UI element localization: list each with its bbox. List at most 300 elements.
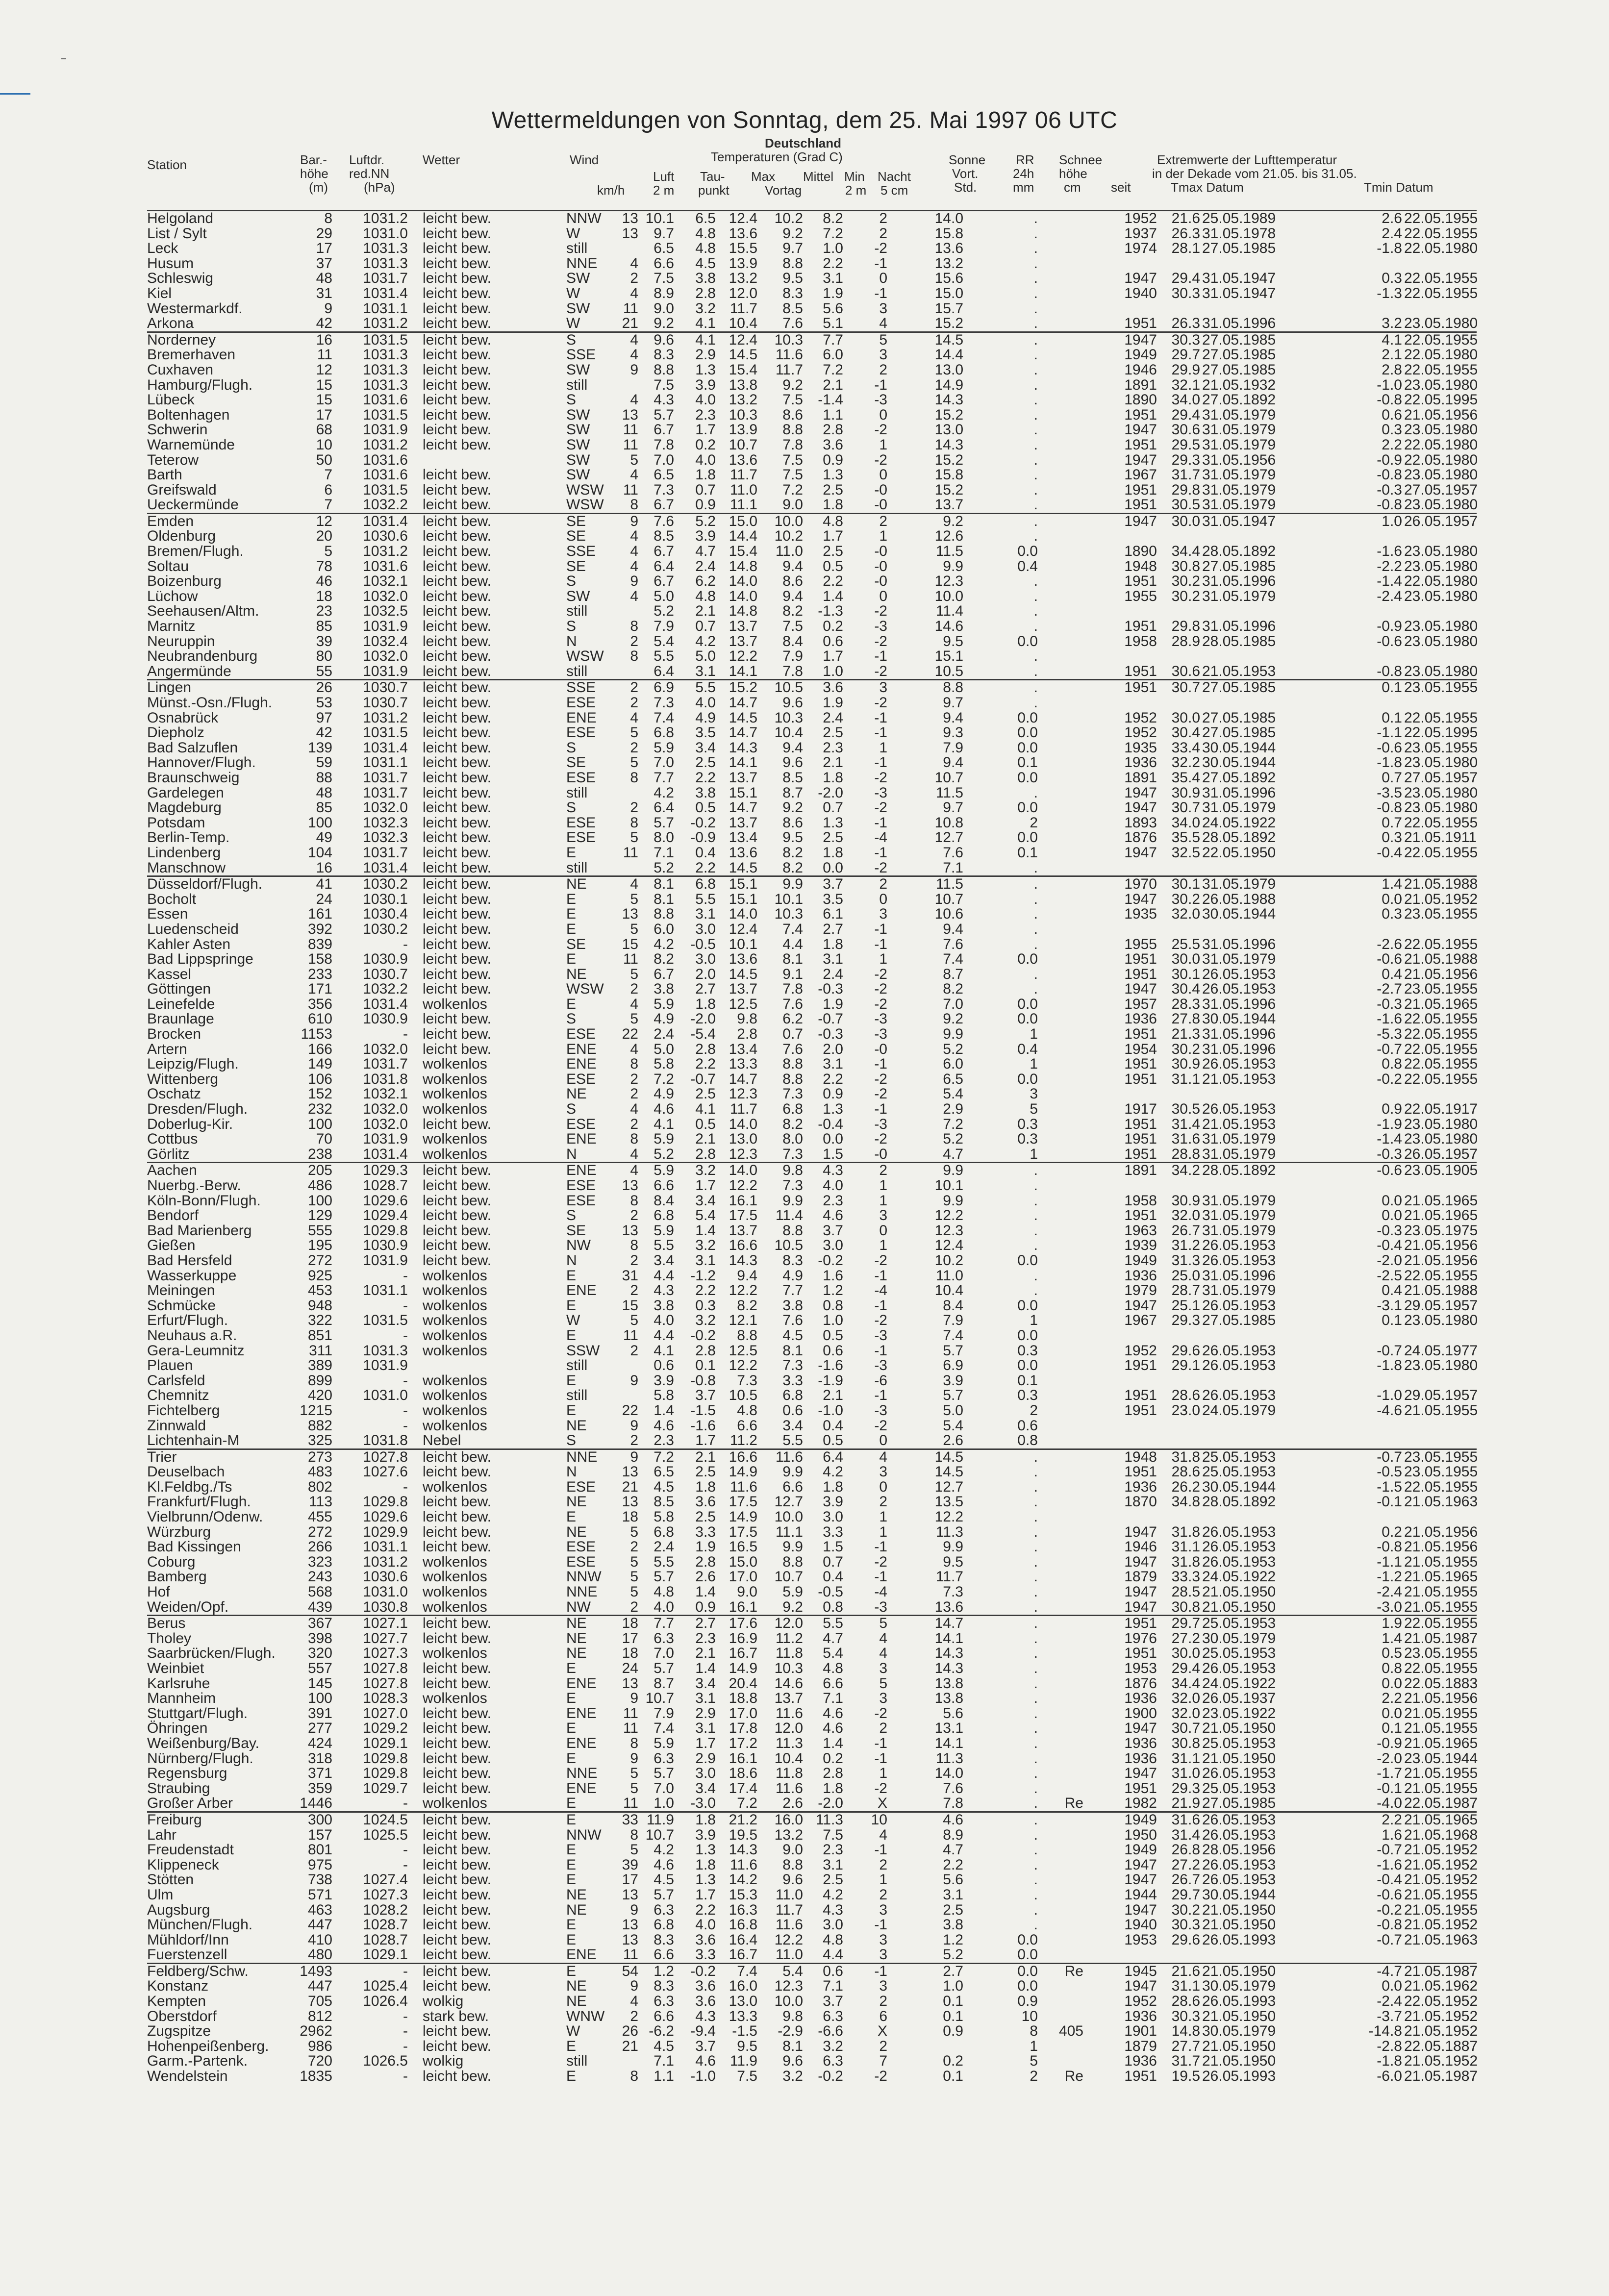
cell-tmin: -0.8 (1377, 467, 1402, 483)
cell-since-year: 1947 (1124, 451, 1157, 468)
cell-tmin: 0.4 (1382, 966, 1402, 982)
cell-weather: wolkenlos (423, 1387, 487, 1404)
cell-wind-direction: SE (566, 754, 586, 771)
cell-pressure: 1027.3 (363, 1645, 408, 1662)
cell-precipitation: . (1033, 1917, 1038, 1933)
cell-air-temp: 9.2 (654, 315, 674, 332)
cell-air-temp: 6.4 (654, 799, 674, 816)
cell-pressure: 1031.7 (363, 844, 408, 861)
cell-air-temp: 7.2 (654, 1071, 674, 1087)
cell-night-temp: -1 (874, 1735, 887, 1751)
cell-mean-temp: 7.2 (782, 481, 803, 498)
table-row (147, 755, 1477, 771)
cell-night-temp: 4 (879, 1630, 887, 1647)
cell-max-temp: 12.3 (729, 1146, 757, 1162)
cell-sunshine: 9.7 (943, 799, 963, 816)
cell-air-temp: 4.3 (654, 392, 674, 408)
cell-station: Cottbus (147, 1131, 198, 1148)
cell-weather: leicht bew. (423, 1192, 492, 1209)
cell-wind-direction: W (566, 2023, 580, 2040)
cell-wind-speed: 26 (622, 2023, 638, 2040)
cell-wind-speed: 2 (630, 679, 638, 696)
cell-station: Stötten (147, 1872, 194, 1888)
cell-barometer-height: 1215 (300, 1402, 332, 1419)
cell-tmin-date: 22.05.1980 (1404, 347, 1478, 363)
cell-precipitation: 0.0 (1017, 1978, 1038, 1995)
cell-max-temp: 9.5 (737, 2038, 757, 2054)
cell-wind-direction: NE (566, 1615, 587, 1632)
cell-tmin-date: 23.05.1905 (1404, 1162, 1478, 1179)
cell-since-year: 1951 (1124, 1146, 1157, 1162)
cell-tmax-date: 26.05.1953 (1202, 1342, 1276, 1359)
cell-max-temp: 14.1 (729, 663, 757, 679)
cell-max-temp: 14.1 (729, 754, 757, 771)
cell-night-temp: -2 (874, 633, 887, 649)
cell-weather: leicht bew. (423, 2068, 492, 2085)
cell-sunshine: 5.7 (943, 1387, 963, 1404)
cell-mean-temp: 9.4 (782, 739, 803, 756)
cell-tmax-date: 27.05.1985 (1202, 558, 1276, 574)
cell-wind-direction: E (566, 2068, 577, 2085)
cell-weather: leicht bew. (423, 1811, 492, 1828)
cell-tmin: 0.0 (1382, 1207, 1402, 1224)
cell-barometer-height: 483 (307, 1464, 332, 1480)
cell-night-temp: -3 (874, 1327, 887, 1344)
cell-min-temp: 2.5 (823, 481, 843, 498)
cell-since-year: 1951 (1124, 1071, 1157, 1087)
cell-max-temp: 12.5 (729, 1342, 757, 1359)
cell-barometer-height: 16 (316, 859, 332, 876)
cell-tmax-date: 31.05.1979 (1202, 1192, 1276, 1209)
cell-air-temp: 5.9 (654, 1222, 674, 1239)
cell-tmin-date: 22.05.1980 (1404, 451, 1478, 468)
cell-since-year: 1951 (1124, 406, 1157, 423)
cell-wind-direction: S (566, 573, 577, 590)
cell-dew-point: 3.0 (695, 921, 716, 937)
cell-tmin-date: 21.05.1952 (1404, 2008, 1478, 2024)
cell-weather: wolkenlos (423, 1282, 487, 1299)
cell-night-temp: 1 (879, 1872, 887, 1888)
cell-tmax-date: 30.05.1944 (1202, 754, 1276, 771)
cell-mean-temp: 11.0 (775, 1886, 803, 1903)
cell-weather: wolkenlos (423, 1690, 487, 1707)
cell-precipitation: . (1033, 1237, 1038, 1254)
cell-wind-speed: 22 (622, 1402, 638, 1419)
cell-pressure: 1029.8 (363, 1222, 408, 1239)
cell-pressure: 1027.8 (363, 1660, 408, 1676)
cell-tmax: 30.8 (1171, 1598, 1200, 1615)
cell-since-year: 1936 (1124, 1690, 1157, 1707)
station-group (147, 1162, 1477, 1448)
cell-dew-point: 4.0 (695, 392, 716, 408)
cell-wind-speed: 2 (630, 1432, 638, 1449)
cell-max-temp: 13.2 (729, 270, 757, 287)
cell-night-temp: -3 (874, 618, 887, 635)
cell-station: Lichtenhain-M (147, 1432, 240, 1449)
cell-air-temp: 6.7 (654, 966, 674, 982)
cell-min-temp: 2.2 (823, 255, 843, 272)
cell-max-temp: 14.2 (729, 1872, 757, 1888)
cell-min-temp: 4.8 (823, 513, 843, 529)
cell-tmin-date: 23.05.1944 (1404, 1750, 1478, 1767)
cell-mean-temp: 11.3 (775, 1735, 803, 1751)
cell-precipitation: 0.0 (1017, 996, 1038, 1012)
cell-tmin: -1.8 (1377, 2053, 1402, 2070)
cell-min-temp: 0.6 (823, 633, 843, 649)
cell-tmax: 30.3 (1171, 2008, 1200, 2024)
cell-mean-temp: 9.1 (782, 966, 803, 982)
cell-wind-speed: 5 (630, 1842, 638, 1858)
cell-tmax-date: 26.05.1953 (1202, 1856, 1276, 1873)
cell-tmax-date: 31.05.1979 (1202, 799, 1276, 816)
cell-barometer-height: 273 (307, 1448, 332, 1465)
cell-min-temp: 5.1 (823, 315, 843, 332)
cell-wind-speed: 33 (622, 1811, 638, 1828)
cell-wind-speed: 18 (622, 1645, 638, 1662)
cell-max-temp: 13.4 (729, 1041, 757, 1057)
cell-wind-speed: 4 (630, 528, 638, 545)
cell-tmax-date: 26.05.1953 (1202, 1765, 1276, 1782)
cell-snow: 405 (1058, 2023, 1083, 2040)
cell-wind-direction: E (566, 1690, 577, 1707)
cell-wind-speed: 2 (630, 739, 638, 756)
cell-dew-point: 1.8 (695, 1856, 716, 1873)
table-row (147, 2054, 1477, 2069)
cell-wind-direction: ESE (566, 1553, 596, 1570)
cell-tmin: -2.7 (1377, 981, 1402, 998)
cell-tmax-date: 31.05.1978 (1202, 225, 1276, 242)
cell-tmin: 0.1 (1382, 1312, 1402, 1329)
cell-night-temp: 2 (879, 1993, 887, 2010)
cell-dew-point: 2.2 (695, 1901, 716, 1918)
cell-night-temp: 3 (879, 1947, 887, 1963)
cell-min-temp: 1.5 (823, 1146, 843, 1162)
cell-precipitation: . (1033, 1162, 1038, 1179)
cell-max-temp: 13.4 (729, 829, 757, 846)
table-row (147, 393, 1477, 408)
cell-wind-direction: still (566, 784, 588, 801)
table-row (147, 301, 1477, 317)
cell-wind-direction: ESE (566, 695, 596, 711)
cell-sunshine: 10.0 (934, 588, 963, 604)
cell-tmax-date: 21.05.1950 (1202, 2008, 1276, 2024)
cell-sunshine: 9.4 (943, 709, 963, 726)
cell-dew-point: 2.1 (695, 603, 716, 620)
cell-pressure: 1029.2 (363, 1720, 408, 1737)
cell-wind-speed: 13 (622, 1222, 638, 1239)
cell-pressure: 1030.7 (363, 679, 408, 696)
cell-precipitation: 1 (1030, 1312, 1038, 1329)
cell-tmax: 34.0 (1171, 814, 1200, 831)
cell-pressure: 1029.8 (363, 1750, 408, 1767)
cell-air-temp: 5.7 (654, 406, 674, 423)
cell-precipitation: . (1033, 784, 1038, 801)
cell-tmin-date: 23.05.1980 (1404, 1116, 1478, 1132)
cell-dew-point: -2.0 (690, 1011, 716, 1027)
cell-wind-direction: NW (566, 1237, 591, 1254)
table-row (147, 241, 1477, 256)
cell-sunshine: 10.8 (934, 814, 963, 831)
cell-dew-point: 1.4 (695, 1222, 716, 1239)
cell-min-temp: 1.0 (823, 240, 843, 257)
cell-sunshine: 9.4 (943, 921, 963, 937)
cell-max-temp: 12.3 (729, 1086, 757, 1102)
cell-precipitation: 2 (1030, 814, 1038, 831)
cell-tmin: 0.9 (1382, 1101, 1402, 1118)
cell-barometer-height: 46 (316, 573, 332, 590)
cell-precipitation: . (1033, 1690, 1038, 1707)
cell-wind-speed: 5 (630, 754, 638, 771)
cell-sunshine: 5.4 (943, 1086, 963, 1102)
table-row (147, 1781, 1477, 1797)
cell-max-temp: 13.3 (729, 2008, 757, 2024)
cell-pressure: 1027.8 (363, 1675, 408, 1692)
cell-barometer-height: 318 (307, 1750, 332, 1767)
cell-precipitation: . (1033, 876, 1038, 893)
cell-air-temp: 9.6 (654, 331, 674, 348)
cell-air-temp: 4.9 (654, 1086, 674, 1102)
cell-mean-temp: 11.4 (775, 1207, 803, 1224)
hdr-rr-2: 24h (1013, 166, 1034, 181)
cell-sunshine: 6.9 (943, 1357, 963, 1374)
cell-min-temp: -0.3 (818, 981, 843, 998)
cell-mean-temp: 7.3 (782, 1146, 803, 1162)
cell-tmin-date: 23.05.1980 (1404, 1131, 1478, 1148)
cell-weather: wolkenlos (423, 996, 487, 1012)
cell-max-temp: 10.5 (729, 1387, 757, 1404)
cell-dew-point: 2.4 (695, 558, 716, 574)
cell-barometer-height: 356 (307, 996, 332, 1012)
cell-night-temp: -0 (874, 497, 887, 513)
cell-dew-point: 2.5 (695, 1086, 716, 1102)
cell-barometer-height: 8 (324, 210, 332, 226)
cell-sunshine: 9.9 (943, 1162, 963, 1179)
cell-station: Weiden/Opf. (147, 1598, 229, 1615)
cell-wind-speed: 4 (630, 1162, 638, 1179)
cell-weather: leicht bew. (423, 270, 492, 287)
cell-pressure: 1031.1 (363, 1282, 408, 1299)
cell-wind-direction: SE (566, 528, 586, 545)
cell-tmax-date: 26.05.1953 (1202, 1553, 1276, 1570)
cell-tmin: -0.6 (1377, 739, 1402, 756)
cell-tmax: 30.2 (1171, 1901, 1200, 1918)
cell-sunshine: 7.4 (943, 951, 963, 968)
cell-dew-point: 5.4 (695, 1207, 716, 1224)
cell-wind-direction: SSW (566, 1342, 600, 1359)
cell-dew-point: 1.7 (695, 1432, 716, 1449)
cell-weather: leicht bew. (423, 859, 492, 876)
cell-precipitation: . (1033, 1735, 1038, 1751)
cell-max-temp: 14.5 (729, 859, 757, 876)
cell-night-temp: 5 (879, 1675, 887, 1692)
cell-barometer-height: 24 (316, 891, 332, 907)
cell-weather: leicht bew. (423, 1222, 492, 1239)
cell-sunshine: 13.8 (934, 1690, 963, 1707)
cell-since-year: 1950 (1124, 1826, 1157, 1843)
cell-pressure: 1029.3 (363, 1162, 408, 1179)
cell-air-temp: 6.5 (654, 467, 674, 483)
cell-mean-temp: 10.1 (774, 891, 803, 907)
cell-pressure: 1030.2 (363, 876, 408, 893)
cell-max-temp: 16.7 (729, 1645, 757, 1662)
cell-pressure: 1031.8 (363, 1432, 408, 1449)
cell-min-temp: 1.8 (823, 844, 843, 861)
cell-max-temp: 16.3 (729, 1901, 757, 1918)
cell-tmax-date: 31.05.1979 (1202, 1282, 1276, 1299)
cell-tmin-date: 21.05.1955 (1404, 1598, 1478, 1615)
cell-sunshine: 0.2 (943, 2053, 963, 2070)
cell-wind-speed: 11 (623, 1720, 638, 1737)
cell-min-temp: 1.8 (823, 1478, 843, 1495)
cell-precipitation: . (1033, 603, 1038, 620)
cell-precipitation: 0.0 (1017, 1297, 1038, 1314)
cell-tmin-date: 21.05.1952 (1404, 1917, 1478, 1933)
hdr-temperaturen: Temperaturen (Grad C) (711, 150, 843, 164)
cell-air-temp: 5.7 (654, 1660, 674, 1676)
cell-wind-speed: 13 (622, 1931, 638, 1948)
cell-barometer-height: 812 (307, 2008, 332, 2024)
cell-dew-point: 1.4 (695, 1584, 716, 1600)
cell-pressure: - (403, 1478, 408, 1495)
cell-dew-point: 0.4 (695, 844, 716, 861)
cell-wind-direction: ESE (566, 1071, 596, 1087)
cell-min-temp: 3.3 (823, 1523, 843, 1540)
cell-weather: leicht bew. (423, 1901, 492, 1918)
cell-sunshine: 13.6 (934, 240, 963, 257)
cell-barometer-height: 5 (324, 543, 332, 560)
cell-tmax-date: 27.05.1985 (1202, 240, 1276, 257)
cell-tmax-date: 26.05.1953 (1202, 1297, 1276, 1314)
cell-station: München/Flugh. (147, 1917, 253, 1933)
cell-tmax-date: 24.05.1922 (1202, 814, 1276, 831)
cell-dew-point: 0.2 (695, 436, 716, 453)
cell-tmin-date: 21.05.1962 (1404, 1978, 1478, 1995)
cell-dew-point: 2.8 (695, 1041, 716, 1057)
cell-tmax-date: 28.05.1985 (1202, 633, 1276, 649)
cell-station: Schleswig (147, 270, 214, 287)
cell-tmax: 29.3 (1171, 1312, 1200, 1329)
cell-max-temp: 13.7 (729, 618, 757, 635)
cell-night-temp: -2 (874, 1131, 887, 1148)
table-row (147, 771, 1477, 786)
cell-barometer-height: 20 (316, 528, 332, 545)
cell-wind-direction: SW (566, 406, 590, 423)
cell-tmax: 32.5 (1171, 844, 1200, 861)
cell-since-year: 1891 (1124, 376, 1157, 393)
cell-max-temp: 10.3 (729, 406, 757, 423)
cell-tmin-date: 21.05.1955 (1404, 1765, 1478, 1782)
cell-pressure: - (403, 1372, 408, 1389)
cell-station: Wasserkuppe (147, 1267, 237, 1284)
cell-wind-direction: WSW (566, 981, 604, 998)
cell-tmin: -0.6 (1377, 1162, 1402, 1179)
cell-barometer-height: 801 (307, 1842, 332, 1858)
cell-mean-temp: 11.6 (775, 347, 803, 363)
cell-tmax-date: 25.05.1953 (1202, 1464, 1276, 1480)
cell-tmax: 21.9 (1171, 1795, 1200, 1812)
cell-tmax: 25.5 (1171, 936, 1200, 952)
cell-dew-point: 2.6 (695, 1569, 716, 1585)
cell-night-temp: -1 (874, 1569, 887, 1585)
cell-weather: leicht bew. (423, 1931, 492, 1948)
cell-precipitation: . (1033, 315, 1038, 332)
cell-barometer-height: 266 (307, 1539, 332, 1555)
table-row (147, 423, 1477, 438)
cell-dew-point: 5.0 (695, 648, 716, 665)
cell-night-temp: 1 (879, 528, 887, 545)
cell-min-temp: 7.2 (823, 361, 843, 378)
cell-pressure: 1029.1 (363, 1735, 408, 1751)
cell-max-temp: 12.5 (729, 996, 757, 1012)
hdr-rr-1: RR (1016, 152, 1034, 167)
cell-station: Mannheim (147, 1690, 216, 1707)
cell-dew-point: 3.9 (695, 376, 716, 393)
cell-weather: leicht bew. (423, 663, 492, 679)
cell-since-year: 1879 (1124, 1569, 1157, 1585)
cell-min-temp: 0.5 (823, 1327, 843, 1344)
cell-mean-temp: 7.3 (782, 1357, 803, 1374)
cell-min-temp: 5.4 (823, 1645, 843, 1662)
cell-mean-temp: 11.1 (775, 1523, 803, 1540)
cell-since-year: 1947 (1124, 1297, 1157, 1314)
cell-weather: leicht bew. (423, 966, 492, 982)
cell-weather: wolkenlos (423, 1071, 487, 1087)
cell-weather: leicht bew. (423, 648, 492, 665)
cell-mean-temp: 9.9 (782, 1464, 803, 1480)
cell-tmin-date: 22.05.1955 (1404, 361, 1478, 378)
cell-station: Görlitz (147, 1146, 190, 1162)
cell-tmax: 26.3 (1171, 225, 1200, 242)
table-row (147, 1661, 1477, 1676)
cell-wind-direction: ESE (566, 1192, 596, 1209)
cell-station: Nürnberg/Flugh. (147, 1750, 253, 1767)
table-row (147, 483, 1477, 498)
cell-max-temp: 19.5 (729, 1826, 757, 1843)
cell-weather: wolkenlos (423, 1402, 487, 1419)
table-row (147, 680, 1477, 696)
cell-wind-direction: NE (566, 1978, 587, 1995)
cell-night-temp: 2 (879, 1886, 887, 1903)
hdr-bar-1: Bar.- (300, 152, 327, 167)
cell-wind-direction: W (566, 285, 580, 301)
table-row (147, 1600, 1477, 1615)
station-group (147, 1811, 1477, 1963)
cell-max-temp: 17.2 (729, 1735, 757, 1751)
cell-air-temp: 4.6 (654, 1417, 674, 1434)
cell-min-temp: 4.6 (823, 1705, 843, 1722)
cell-tmax-date: 21.05.1950 (1202, 1720, 1276, 1737)
cell-tmax: 30.2 (1171, 573, 1200, 590)
cell-pressure: - (403, 1842, 408, 1858)
cell-air-temp: 8.2 (654, 951, 674, 968)
cell-mean-temp: 13.2 (774, 1826, 803, 1843)
cell-tmax: 28.6 (1171, 1387, 1200, 1404)
cell-night-temp: -4 (874, 829, 887, 846)
cell-since-year: 1945 (1124, 1963, 1157, 1979)
hdr-min-2m: 2 m (845, 183, 867, 198)
cell-min-temp: 1.9 (823, 996, 843, 1012)
cell-mean-temp: 3.4 (782, 1417, 803, 1434)
cell-wind-direction: NE (566, 1494, 587, 1510)
cell-night-temp: 3 (879, 347, 887, 363)
cell-air-temp: 6.6 (654, 255, 674, 272)
cell-barometer-height: 68 (316, 422, 332, 438)
cell-tmax-date: 31.05.1996 (1202, 618, 1276, 635)
cell-air-temp: 4.5 (654, 2038, 674, 2054)
cell-mean-temp: 8.8 (782, 1222, 803, 1239)
cell-night-temp: 3 (879, 906, 887, 923)
cell-weather: leicht bew. (423, 406, 492, 423)
